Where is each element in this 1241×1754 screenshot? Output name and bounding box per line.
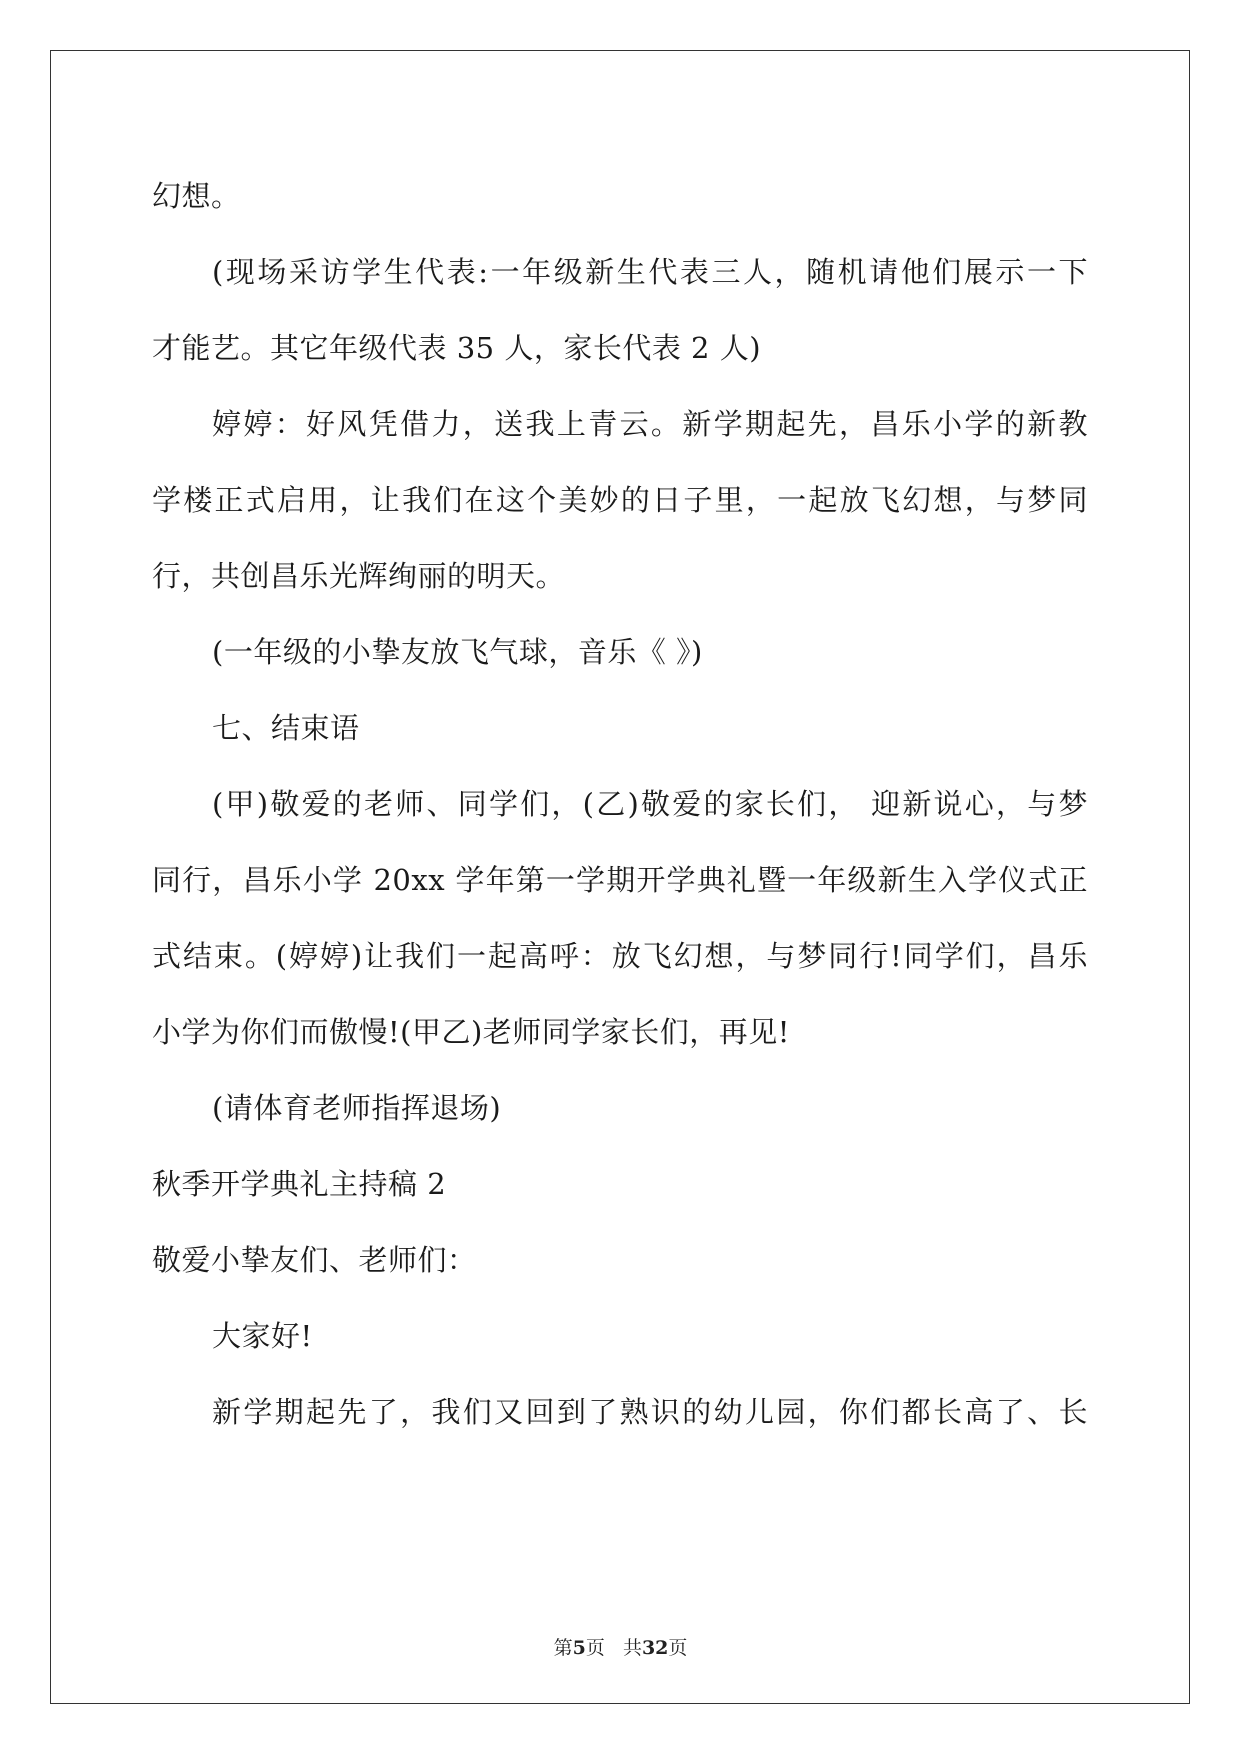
document-body — [152, 158, 1088, 1450]
text-line: 式结束。(婷婷)让我们一起高呼：放飞幻想，与梦同行!同学们，昌乐 — [152, 939, 1088, 973]
footer-mid: 页 共 — [585, 1637, 642, 1659]
footer-prefix: 第 — [553, 1637, 573, 1659]
section-heading: 七、结束语 — [212, 711, 360, 745]
text-line: 婷婷：好风凭借力，送我上青云。新学期起先，昌乐小学的新教 — [212, 407, 1088, 441]
current-page-number: 5 — [572, 1637, 586, 1659]
text-line: 新学期起先了，我们又回到了熟识的幼儿园，你们都长高了、长 — [212, 1395, 1088, 1429]
text-line: 同行，昌乐小学 20xx 学年第一学期开学典礼暨一年级新生入学仪式正 — [152, 863, 1088, 897]
footer-suffix: 页 — [668, 1637, 688, 1659]
document-title: 秋季开学典礼主持稿 2 — [152, 1167, 447, 1201]
text-line: 行，共创昌乐光辉绚丽的明天。 — [152, 559, 566, 593]
text-line: 小学为你们而傲慢!(甲乙)老师同学家长们，再见! — [152, 1015, 790, 1049]
total-page-number: 32 — [641, 1637, 669, 1659]
salutation: 敬爱小挚友们、老师们： — [152, 1243, 477, 1277]
greeting: 大家好! — [212, 1319, 313, 1353]
page-footer — [0, 1633, 1241, 1660]
text-line: 学楼正式启用，让我们在这个美妙的日子里，一起放飞幻想，与梦同 — [152, 483, 1088, 517]
text-line: 才能艺。其它年级代表 35 人，家长代表 2 人) — [152, 331, 762, 365]
text-line: (请体育老师指挥退场) — [212, 1091, 502, 1125]
text-line: 幻想。 — [152, 179, 241, 213]
text-line: (甲)敬爱的老师、同学们，(乙)敬爱的家长们， 迎新说心，与梦 — [212, 787, 1088, 821]
text-line: (一年级的小挚友放飞气球，音乐《 》) — [212, 635, 703, 669]
text-line: (现场采访学生代表:一年级新生代表三人，随机请他们展示一下 — [212, 255, 1088, 289]
